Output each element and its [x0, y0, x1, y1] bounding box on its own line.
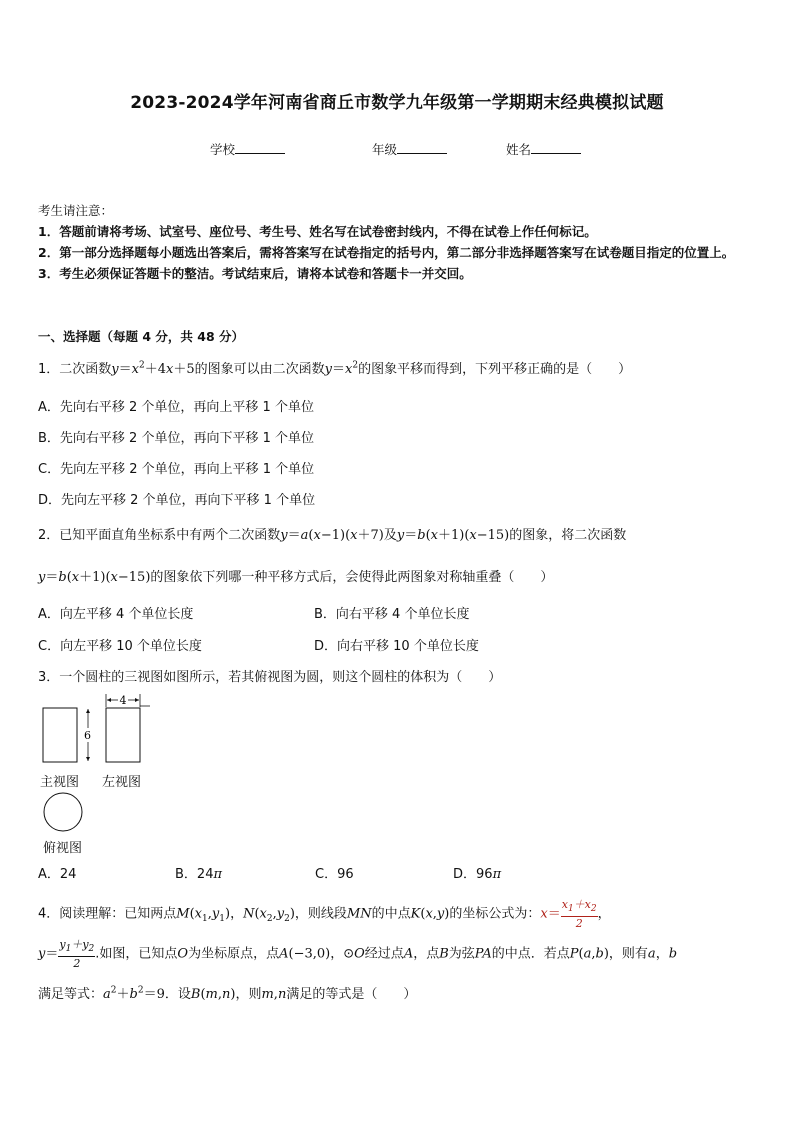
q2-and: 及	[383, 528, 397, 543]
q3-option-b: B．24π	[175, 867, 223, 882]
school-field	[210, 140, 285, 158]
grade-label: 年级	[372, 142, 398, 157]
q2-option-a: A．向左平移 4 个单位长度	[38, 607, 194, 622]
width-label: 4	[119, 694, 127, 707]
question-1: 1．二次函数$y=x^2+4x+5$的图象可以由二次函数$y=x^2$的图象平移而得到，下列平移正确的是（ ）	[38, 360, 632, 377]
q2-suffix-2: 的图象依下列哪一种平移方式后，会使得此两图象对称轴重叠（ ）	[150, 570, 554, 585]
name-field	[506, 140, 581, 158]
question-2-cont: y＝b(x＋1)(x−15)的图象依下列哪一种平移方式后，会使得此两图象对称轴重叠（ ）	[38, 570, 554, 585]
q1-option-b: B．先向右平移 2 个单位，再向下平移 1 个单位	[38, 431, 314, 446]
three-view-figure	[36, 690, 166, 840]
y-midpoint-fraction: $\frac{y_1+y_2}{2}$	[59, 938, 95, 971]
q1-option-a: A．先向右平移 2 个单位，再向上平移 1 个单位	[38, 400, 314, 415]
name-label: 姓名	[506, 142, 532, 157]
question-3: 3．一个圆柱的三视图如图所示，若其俯视图为圆，则这个圆柱的体积为（ ）	[38, 670, 502, 685]
top-view-label: 俯视图	[43, 841, 83, 856]
left-view-label: 左视图	[102, 775, 142, 790]
question-4-line-3: 满足等式：$a^2+b^2=9$．设B(m,n)，则m,n满足的等式是（ ）	[38, 985, 417, 1002]
school-label: 学校	[210, 142, 236, 157]
question-2: 2．已知平面直角坐标系中有两个二次函数y＝a(x−1)(x＋7)及y＝b(x＋1)(x−15)的图象，将二次函数	[38, 528, 627, 543]
question-4-line-2: y＝ $\frac{y_1+y_2}{2}$.如图，已知点O为坐标原点，点A(−3,0)，⊙O经过点A，点B为弦PA的中点．若点P(a,b)，则有a，b	[38, 938, 678, 971]
q2-suffix-1: 的图象，将二次函数	[509, 528, 627, 543]
grade-blank	[397, 141, 447, 154]
notice-heading: 考生请注意：	[38, 203, 114, 218]
top-view-circle	[44, 793, 82, 831]
name-blank	[531, 141, 581, 154]
q1-option-c: C．先向左平移 2 个单位，再向上平移 1 个单位	[38, 462, 315, 477]
notice-item-1: 1．答题前请将考场、试室号、座位号、考生号、姓名写在试卷密封线内，不得在试卷上作任何标记。	[38, 224, 597, 239]
q2-option-b: B．向右平移 4 个单位长度	[314, 607, 470, 622]
q2-prefix: 2．已知平面直角坐标系中有两个二次函数	[38, 528, 281, 543]
front-view-rect	[43, 708, 77, 762]
q1-suffix: 的图象平移而得到，下列平移正确的是（ ）	[358, 362, 632, 377]
q1-prefix: 1．二次函数	[38, 362, 112, 377]
q1-mid: 的图象可以由二次函数	[194, 362, 325, 377]
school-blank	[235, 141, 285, 154]
q3-option-a: A．24	[38, 867, 77, 882]
left-view-rect	[106, 708, 140, 762]
notice-item-2: 2．第一部分选择题每小题选出答案后，需将答案写在试卷指定的括号内，第二部分非选择题答案写在试卷题目指定的位置上。	[38, 245, 735, 260]
section-heading: 一、选择题（每题 4 分，共 48 分）	[38, 329, 245, 344]
front-view-label: 主视图	[40, 775, 80, 790]
q1-option-d: D．先向左平移 2 个单位，再向下平移 1 个单位	[38, 493, 316, 508]
x-midpoint-fraction: $\frac{x_1+x_2}{2}$	[561, 898, 597, 931]
question-4: 4．阅读理解：已知两点$M(x_1,y_1)$，$N(x_2,y_2)$，则线段MN的中点K(x,y)的坐标公式为：x＝ $\frac{x_1+x_2}{2}$，	[38, 898, 611, 931]
page-title: 2023-2024学年河南省商丘市数学九年级第一学期期末经典模拟试题	[130, 93, 664, 113]
notice-item-3: 3．考生必须保证答题卡的整洁。考试结束后，请将本试卷和答题卡一并交回。	[38, 266, 472, 281]
q3-option-c: C．96	[315, 867, 354, 882]
height-label: 6	[84, 729, 91, 742]
q1-formula: y	[111, 362, 119, 377]
notice-block	[38, 200, 758, 284]
grade-field	[372, 140, 447, 158]
q2-option-c: C．向左平移 10 个单位长度	[38, 639, 202, 654]
q3-option-d: D．96π	[453, 867, 502, 882]
q2-option-d: D．向右平移 10 个单位长度	[314, 639, 479, 654]
